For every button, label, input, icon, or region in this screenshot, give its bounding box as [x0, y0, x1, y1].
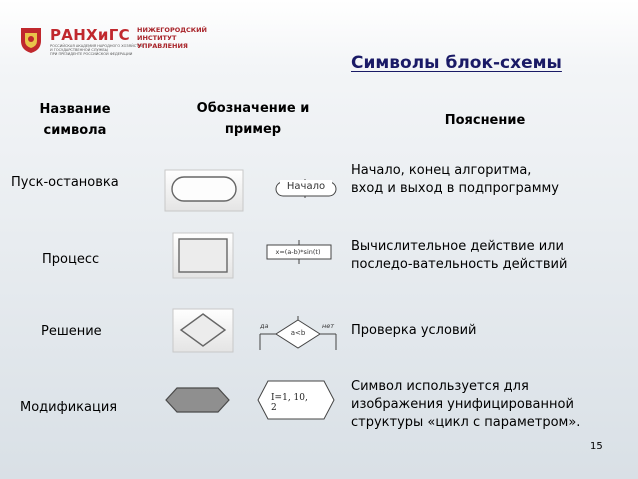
ranhigs-logo-subtitle: РОССИЙСКАЯ АКАДЕМИЯ НАРОДНОГО ХОЗЯЙСТВА И ГОСУДАРСТВЕННОЙ СЛУЖБЫ ПРИ ПРЕЗИДЕНТЕ РОССИЙСКОЙ ФЕДЕРАЦИИ — [50, 44, 144, 56]
decision-no-label: нет — [322, 322, 335, 330]
page-number: 15 — [590, 441, 603, 452]
ranhigs-emblem-icon — [18, 24, 44, 54]
terminator-symbol-icon — [164, 169, 244, 212]
row-name-process: Процесс — [42, 252, 100, 267]
terminator-example-text: Начало — [280, 180, 332, 193]
column-header-note: Пояснение — [444, 113, 526, 128]
ranhigs-logo: РАНХиГС — [50, 26, 130, 44]
decision-example-text: a<b — [290, 329, 306, 337]
row-name-decision: Решение — [41, 324, 102, 339]
row-description-modification: Символ используется для изображения унифицированной структуры «цикл с параметром». — [351, 379, 581, 430]
institute-logo: НИЖЕГОРОДСКИЙ ИНСТИТУТ УПРАВЛЕНИЯ — [137, 26, 207, 50]
decision-yes-label: да — [260, 322, 269, 330]
process-symbol-icon — [172, 232, 234, 279]
row-description-process: Вычислительное действие или последо-вательность действий — [351, 239, 568, 272]
column-header-notation: Обозначение и пример — [196, 101, 310, 137]
modification-example-text: I=1, 10, 2 — [271, 393, 308, 413]
row-description-start-stop: Начало, конец алгоритма, вход и выход в подпрограмму — [351, 163, 559, 196]
column-header-name: Название символа — [39, 102, 111, 138]
modification-symbol-icon — [165, 387, 230, 413]
row-description-decision: Проверка условий — [351, 323, 477, 338]
slide-title: Символы блок-схемы — [351, 53, 562, 73]
decision-symbol-icon — [172, 308, 234, 353]
process-example-text: x=(a-b)*sin(t) — [268, 246, 328, 258]
row-name-modification: Модификация — [20, 400, 118, 415]
row-name-start-stop: Пуск-остановка — [11, 175, 119, 190]
